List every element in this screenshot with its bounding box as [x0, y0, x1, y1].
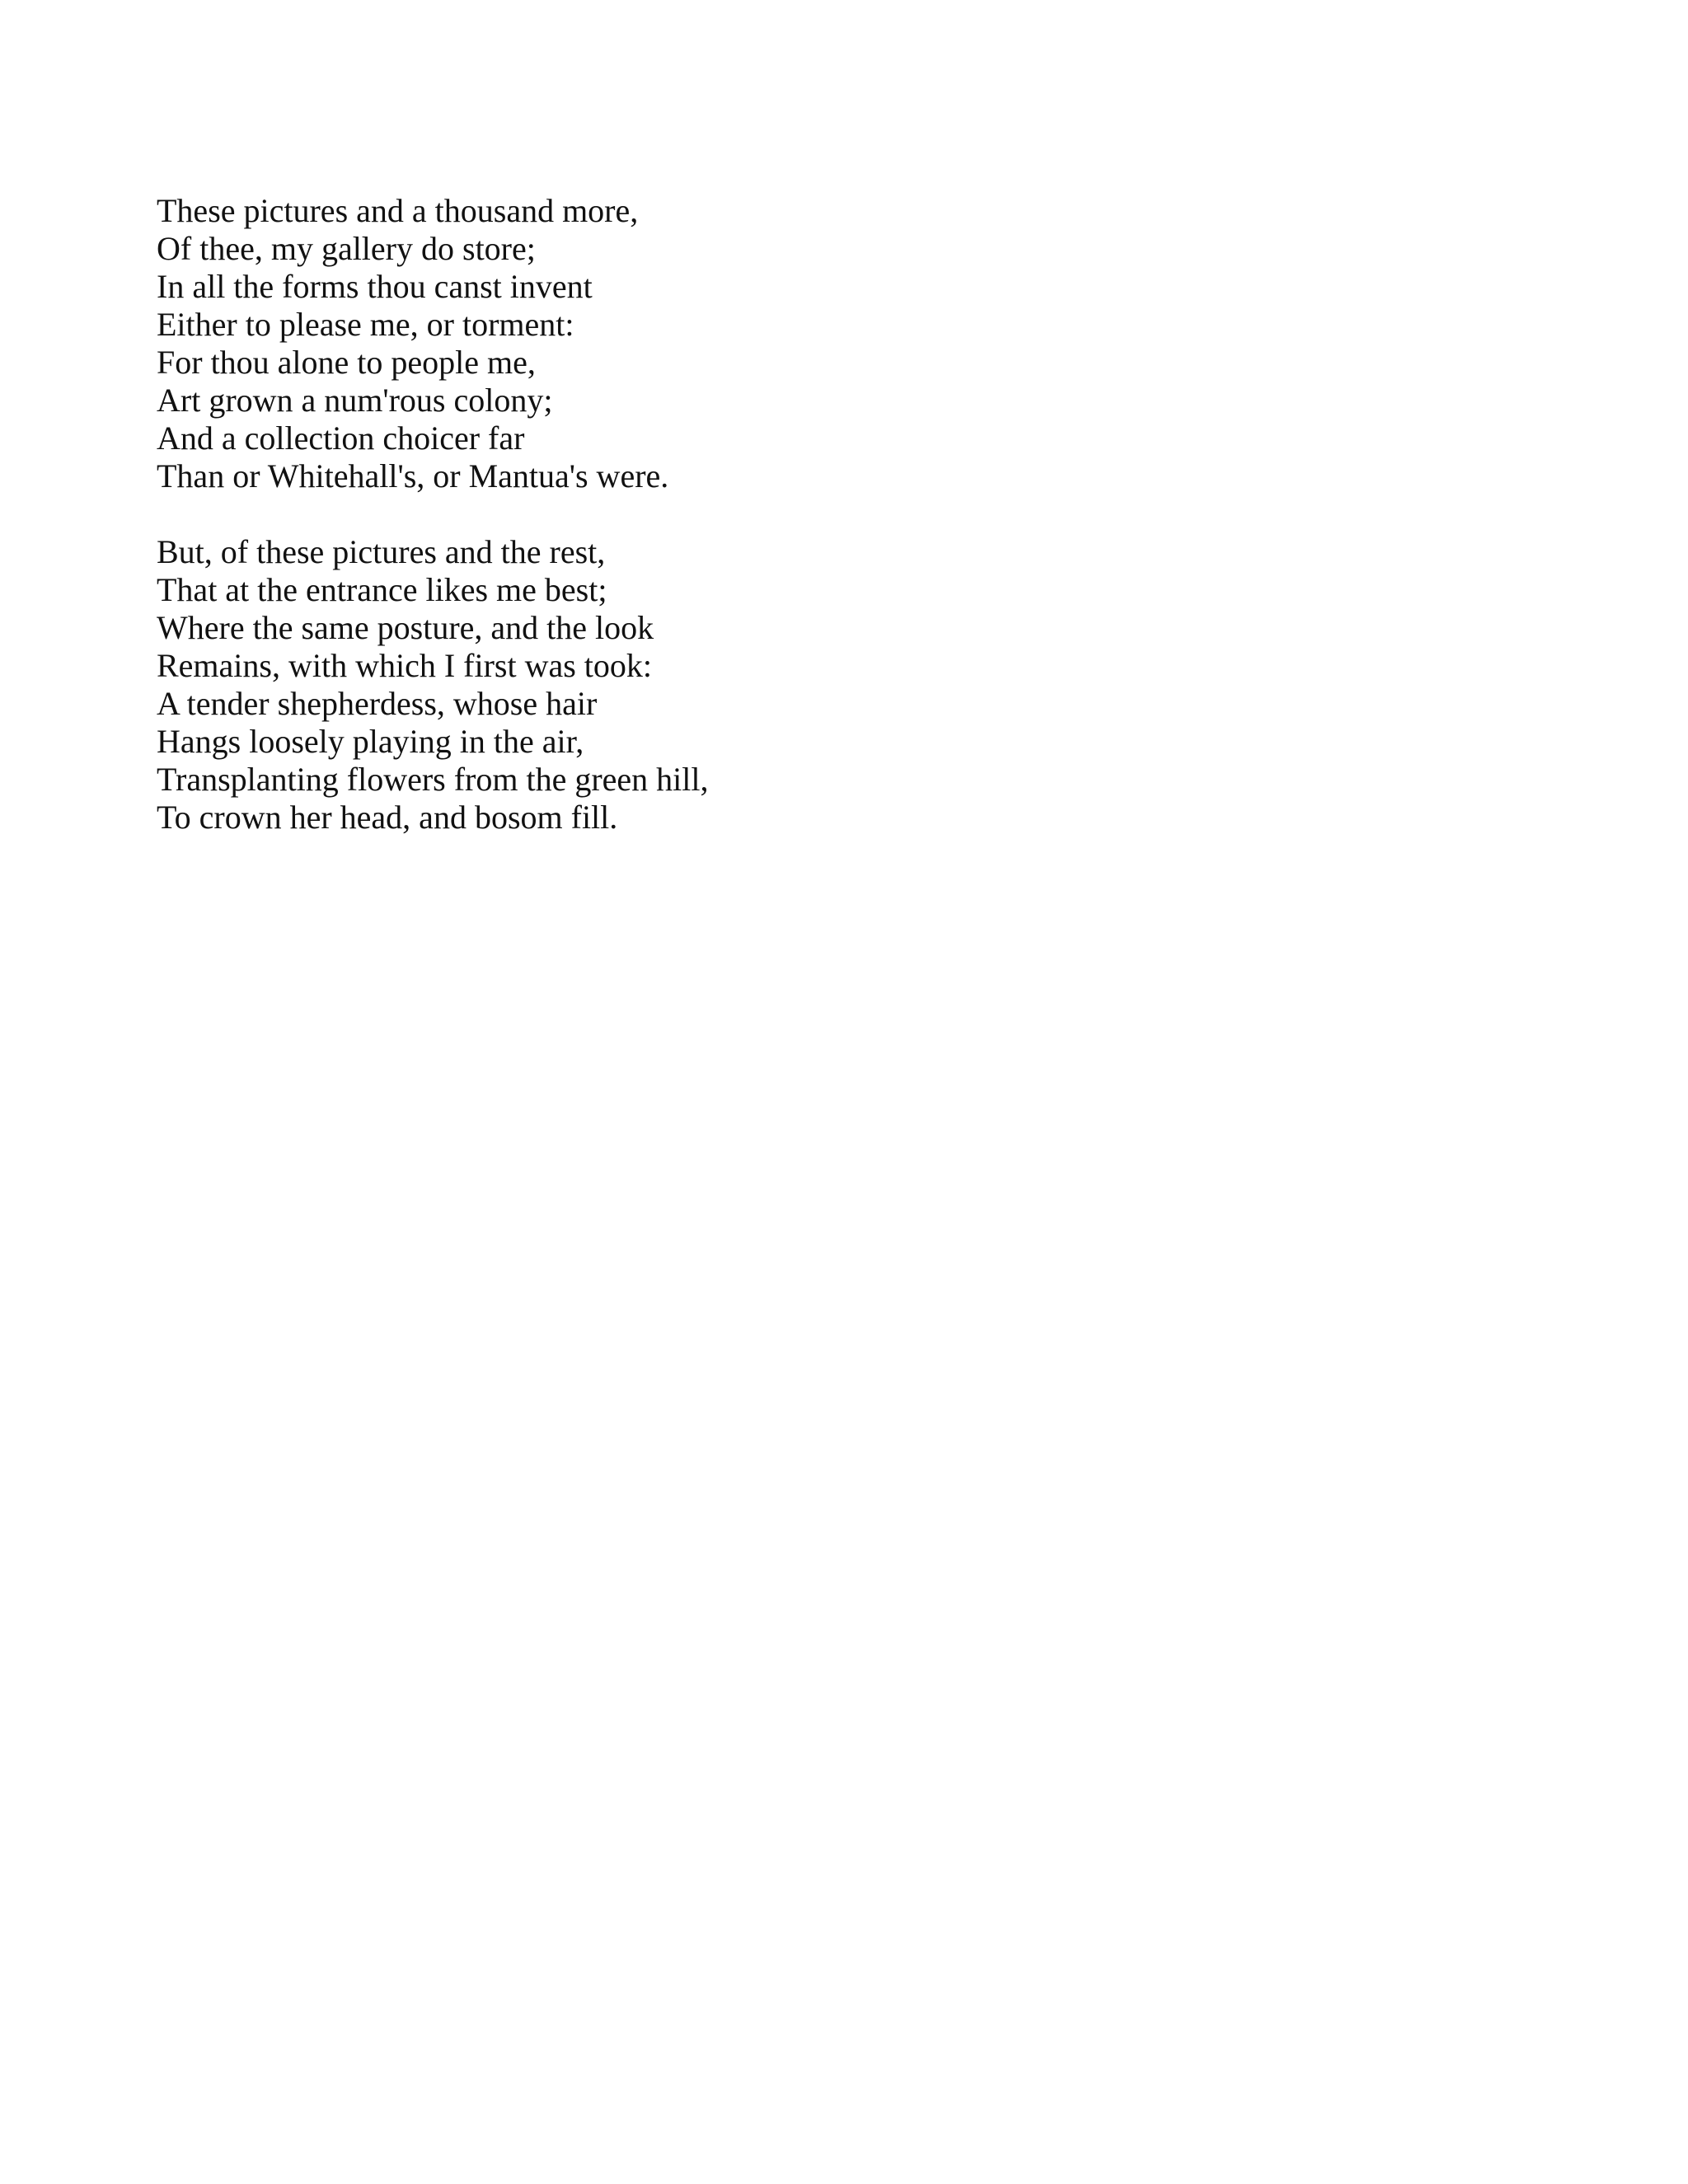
poem-line: Where the same posture, and the look: [157, 609, 654, 646]
poem-line: These pictures and a thousand more,: [157, 192, 639, 229]
poem-line: In all the forms thou canst invent: [157, 268, 593, 305]
poem-line: Transplanting flowers from the green hill,: [157, 761, 709, 798]
poem-line: And a collection choicer far: [157, 419, 525, 457]
poem-line: Remains, with which I first was took:: [157, 647, 653, 684]
poem-text: [157, 192, 1228, 874]
poem-line: For thou alone to people me,: [157, 344, 536, 381]
poem-line: To crown her head, and bosom fill.: [157, 799, 618, 836]
poem-line: Than or Whitehall's, or Mantua's were.: [157, 457, 669, 494]
stanza-1: [157, 192, 1228, 495]
poem-line: Of thee, my gallery do store;: [157, 230, 536, 267]
stanza-2: [157, 533, 1228, 837]
poem-line: But, of these pictures and the rest,: [157, 533, 606, 570]
poem-line: Either to please me, or torment:: [157, 306, 574, 343]
poem-line: Art grown a num'rous colony;: [157, 382, 553, 419]
poem-line: That at the entrance likes me best;: [157, 571, 607, 608]
poem-line: A tender shepherdess, whose hair: [157, 685, 598, 722]
poem-line: Hangs loosely playing in the air,: [157, 723, 584, 760]
